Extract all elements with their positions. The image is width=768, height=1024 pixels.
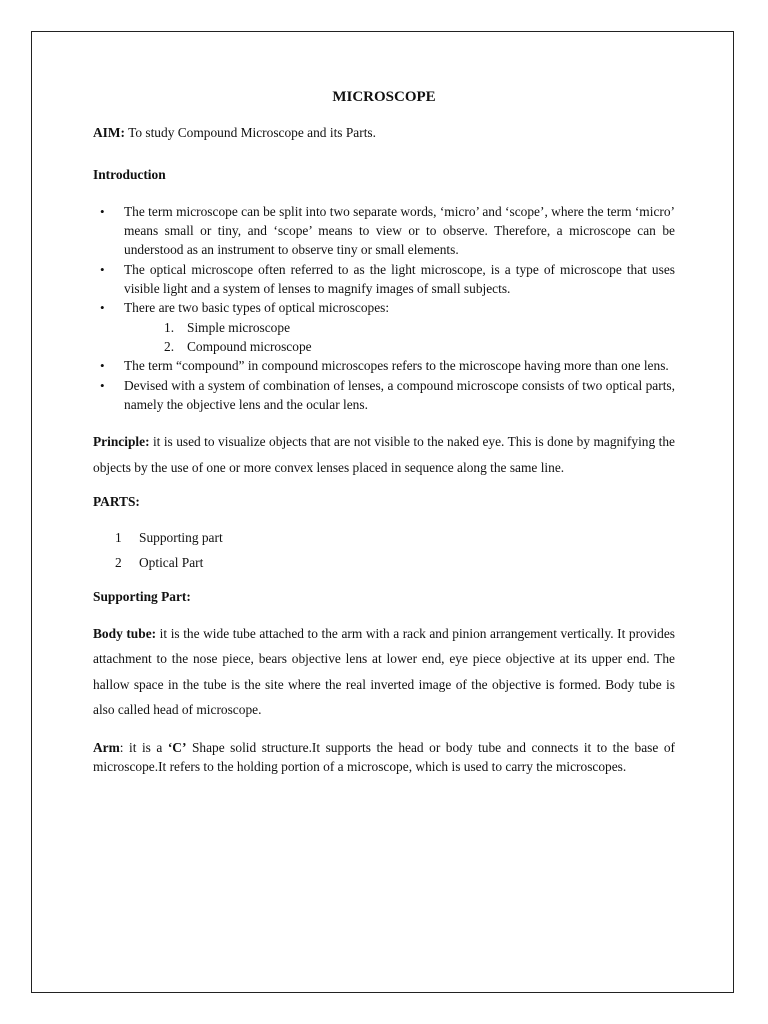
parts-item	[115, 525, 675, 550]
parts-number: 2	[115, 555, 122, 571]
arm-text-b: Shape solid structure.It supports the head or body tube and connects it to the base of microscope.It refers to the holding portion of a microscope, which is used to carry the microscopes.	[93, 739, 675, 775]
supporting-part-heading-text: Supporting Part:	[93, 589, 191, 605]
type-item	[164, 318, 675, 337]
parts-list	[93, 525, 675, 575]
parts-item	[115, 550, 675, 575]
type-label: Simple microscope	[187, 319, 291, 335]
arm-paragraph	[93, 738, 675, 777]
microscope-types-list	[124, 318, 675, 357]
parts-heading	[93, 492, 675, 511]
introduction-list	[93, 202, 675, 414]
body-tube-label: Body tube:	[93, 625, 157, 641]
aim-label: AIM:	[93, 125, 125, 141]
parts-label: Optical Part	[139, 555, 204, 571]
intro-bullet-5: • Devised with a system of combination of lenses, a compound microscope consists of two optical parts, namely the objective lens and the ocular lens.	[93, 376, 675, 415]
principle-text: it is used to visualize objects that are not visible to the naked eye. This is done by magnifying the objects by the use of one or more convex lenses placed in sequence along the same line.	[93, 434, 675, 476]
introduction-heading-text: Introduction	[93, 166, 166, 182]
aim-paragraph	[93, 123, 675, 142]
type-number: 1.	[164, 319, 175, 335]
body-tube-text: it is the wide tube attached to the arm with a rack and pinion arrangement vertically. It provides attachment to the nose piece, bears objective lens at lower end, eye piece objective at its upper end. The hallow space in the tube is the site where the real inverted image of the objective is formed. Body tube is also called head of microscope.	[93, 625, 676, 718]
arm-shape: ‘C’	[167, 739, 187, 755]
document-content	[93, 88, 675, 776]
supporting-part-heading	[93, 587, 675, 606]
arm-label: Arm	[93, 739, 120, 755]
type-item	[164, 337, 675, 356]
intro-bullet-3	[93, 298, 675, 356]
arm-text-a: : it is a	[119, 739, 168, 755]
type-number: 2.	[164, 338, 175, 354]
type-label: Compound microscope	[187, 338, 312, 354]
document-title: MICROSCOPE	[332, 89, 436, 105]
parts-number: 1	[115, 530, 122, 546]
intro-bullet-1: • The term microscope can be split into two separate words, ‘micro’ and ‘scope’, where the term ‘micro’ means small or tiny, and ‘scope’ means to view or to observe. Therefore, a microscope can be understood as an instrument to observe tiny or small elements.	[93, 202, 675, 260]
principle-label: Principle:	[93, 434, 150, 450]
intro-bullet-3-text: There are two basic types of optical microscopes:	[124, 300, 390, 316]
principle-paragraph	[93, 429, 675, 481]
body-tube-paragraph	[93, 621, 675, 723]
intro-bullet-4: • The term “compound” in compound microscopes refers to the microscope having more than one lens.	[93, 356, 675, 375]
parts-label: Supporting part	[139, 530, 223, 546]
intro-bullet-2: • The optical microscope often referred to as the light microscope, is a type of microscope that uses visible light and a system of lenses to magnify images of small subjects.	[93, 260, 675, 299]
parts-heading-text: PARTS:	[93, 494, 140, 510]
introduction-heading	[93, 165, 675, 184]
aim-text: To study Compound Microscope and its Parts.	[124, 125, 376, 141]
